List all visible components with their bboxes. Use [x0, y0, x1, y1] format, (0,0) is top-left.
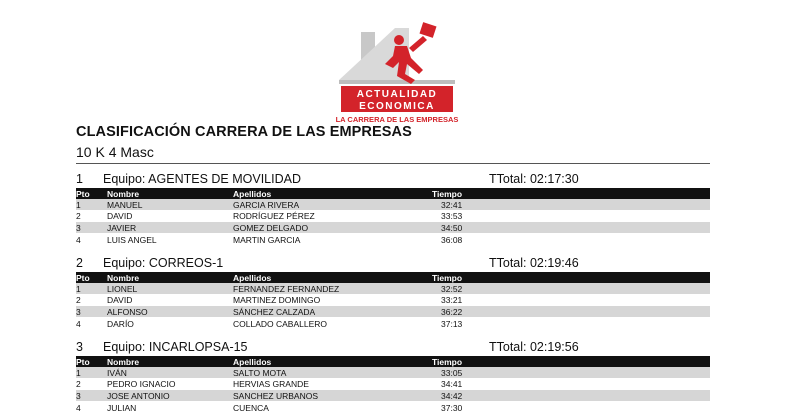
- cell-apellidos: CUENCA: [233, 402, 269, 413]
- column-header-pto: Pto: [76, 356, 90, 367]
- team-name: Equipo: AGENTES DE MOVILIDAD: [103, 172, 301, 186]
- cell-tiempo: 37:13: [441, 318, 463, 329]
- column-header-nombre: Nombre: [107, 356, 140, 367]
- table-row: [76, 283, 710, 295]
- cell-pto: 2: [76, 295, 81, 306]
- team-name: Equipo: CORREOS-1: [103, 256, 224, 270]
- cell-pto: 1: [76, 199, 81, 210]
- cell-pto: 3: [76, 306, 81, 317]
- cell-apellidos: MARTIN GARCIA: [233, 234, 301, 245]
- cell-apellidos: GOMEZ DELGADO: [233, 222, 309, 233]
- divider: [76, 163, 710, 164]
- cell-tiempo: 32:52: [441, 283, 463, 294]
- cell-pto: 2: [76, 379, 81, 390]
- cell-nombre: IVÁN: [107, 367, 127, 378]
- column-header-tiempo: Tiempo: [432, 272, 463, 283]
- column-header-nombre: Nombre: [107, 188, 140, 199]
- cell-pto: 4: [76, 318, 81, 329]
- team-block: [76, 340, 710, 414]
- cell-tiempo: 34:50: [441, 222, 463, 233]
- cell-apellidos: HERVIAS GRANDE: [233, 379, 309, 390]
- cell-pto: 4: [76, 402, 81, 413]
- cell-apellidos: SALTO MOTA: [233, 367, 287, 378]
- cell-apellidos: FERNANDEZ FERNANDEZ: [233, 283, 340, 294]
- column-header-nombre: Nombre: [107, 272, 140, 283]
- cell-pto: 1: [76, 283, 81, 294]
- team-name: Equipo: INCARLOPSA-15: [103, 340, 248, 354]
- cell-tiempo: 33:21: [441, 295, 463, 306]
- cell-nombre: JOSE ANTONIO: [107, 390, 170, 401]
- cell-tiempo: 36:22: [441, 306, 463, 317]
- page-title: CLASIFICACIÓN CARRERA DE LAS EMPRESAS: [76, 124, 412, 140]
- table-row: [76, 234, 710, 246]
- column-header-pto: Pto: [76, 272, 90, 283]
- table-row: [76, 367, 710, 379]
- category-subtitle: 10 K 4 Masc: [76, 144, 154, 160]
- column-header-apellidos: Apellidos: [233, 272, 272, 283]
- cell-apellidos: GARCIA RIVERA: [233, 199, 300, 210]
- cell-tiempo: 33:05: [441, 367, 463, 378]
- cell-nombre: LIONEL: [107, 283, 138, 294]
- cell-apellidos: COLLADO CABALLERO: [233, 318, 328, 329]
- team-total-time: TTotal: 02:19:56: [489, 340, 579, 354]
- table-row: [76, 222, 710, 234]
- cell-pto: 2: [76, 211, 81, 222]
- team-rank: 2: [76, 256, 83, 270]
- cell-nombre: DARÍO: [107, 318, 134, 329]
- table-row: [76, 199, 710, 211]
- cell-nombre: LUIS ANGEL: [107, 234, 157, 245]
- cell-apellidos: SANCHEZ URBANOS: [233, 390, 319, 401]
- cell-tiempo: 32:41: [441, 199, 463, 210]
- cell-nombre: JAVIER: [107, 222, 137, 233]
- cell-nombre: PEDRO IGNACIO: [107, 379, 176, 390]
- table-row: [76, 306, 710, 318]
- table-row: [76, 211, 710, 223]
- column-header-apellidos: Apellidos: [233, 188, 272, 199]
- cell-apellidos: SÁNCHEZ CALZADA: [233, 306, 316, 317]
- column-header-row: [76, 356, 710, 367]
- team-total-time: TTotal: 02:17:30: [489, 172, 579, 186]
- cell-pto: 4: [76, 234, 81, 245]
- column-header-tiempo: Tiempo: [432, 356, 463, 367]
- cell-nombre: DAVID: [107, 295, 133, 306]
- column-header-row: [76, 188, 710, 199]
- cell-apellidos: MARTINEZ DOMINGO: [233, 295, 321, 306]
- cell-pto: 1: [76, 367, 81, 378]
- column-header-tiempo: Tiempo: [432, 188, 463, 199]
- logo-line-1: ACTUALIDAD: [356, 89, 438, 100]
- column-header-apellidos: Apellidos: [233, 356, 272, 367]
- column-header-row: [76, 272, 710, 283]
- team-header: [76, 340, 710, 355]
- cell-tiempo: 37:30: [441, 402, 463, 413]
- cell-nombre: ALFONSO: [107, 306, 148, 317]
- cell-nombre: JULIAN: [107, 402, 137, 413]
- table-row: [76, 318, 710, 330]
- cell-apellidos: RODRÍGUEZ PÉREZ: [233, 211, 315, 222]
- team-rank: 3: [76, 340, 83, 354]
- column-header-pto: Pto: [76, 188, 90, 199]
- team-block: [76, 256, 710, 330]
- cell-nombre: MANUEL: [107, 199, 143, 210]
- cell-tiempo: 34:41: [441, 379, 463, 390]
- cell-pto: 3: [76, 222, 81, 233]
- cell-nombre: DAVID: [107, 211, 133, 222]
- cell-tiempo: 33:53: [441, 211, 463, 222]
- table-row: [76, 402, 710, 414]
- cell-pto: 3: [76, 390, 81, 401]
- team-rank: 1: [76, 172, 83, 186]
- team-header: [76, 172, 710, 187]
- team-total-time: TTotal: 02:19:46: [489, 256, 579, 270]
- table-row: [76, 379, 710, 391]
- team-block: [76, 172, 710, 246]
- cell-tiempo: 34:42: [441, 390, 463, 401]
- actualidad-economica-logo: [335, 18, 460, 126]
- logo-line-2: ECONOMICA: [359, 101, 435, 112]
- table-row: [76, 295, 710, 307]
- team-header: [76, 256, 710, 271]
- cell-tiempo: 36:08: [441, 234, 463, 245]
- table-row: [76, 390, 710, 402]
- logo-line-3: LA CARRERA DE LAS EMPRESAS: [335, 115, 459, 124]
